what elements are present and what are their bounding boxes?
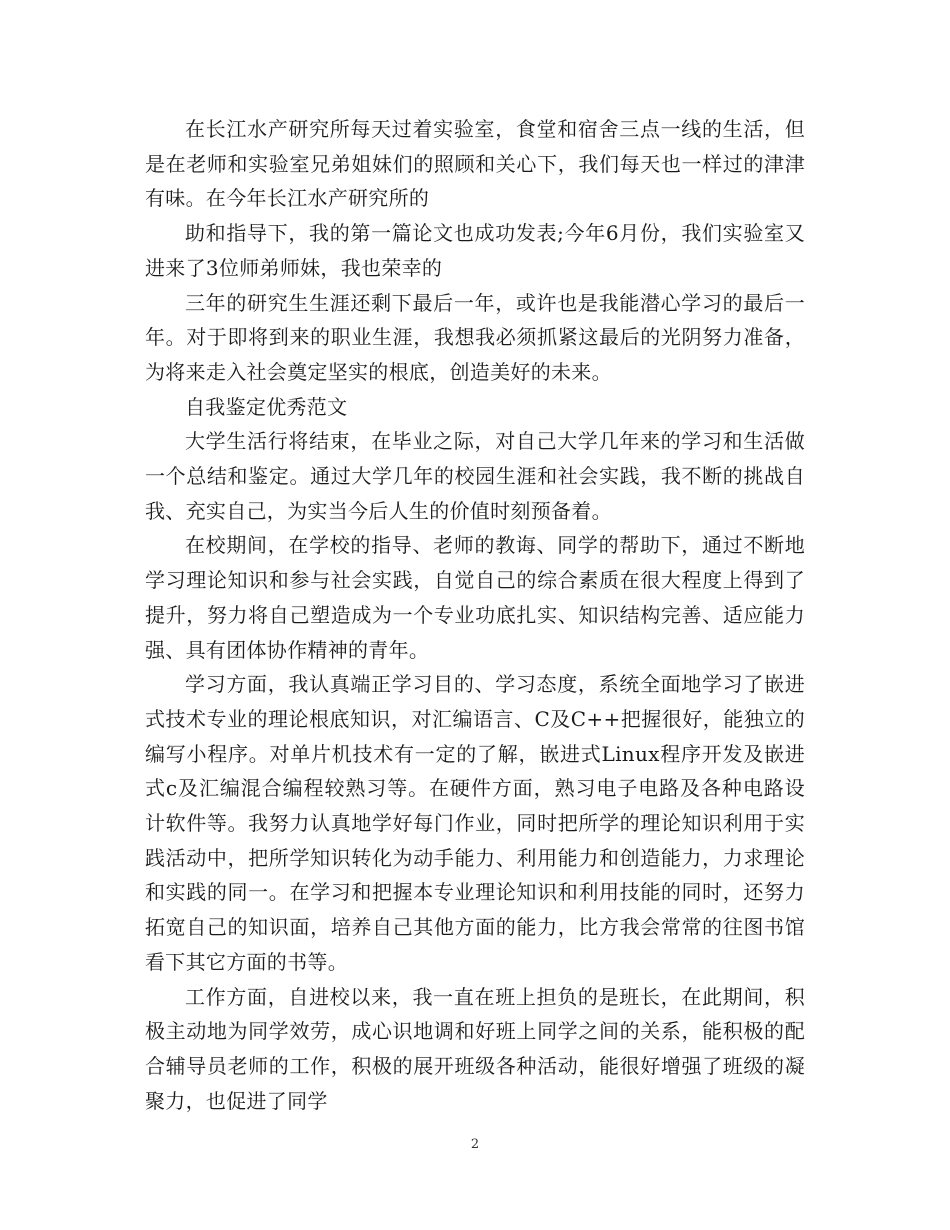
paragraph: 助和指导下，我的第一篇论文也成功发表;今年6月份，我们实验室又进来了3位师弟师妹，我也荣幸的	[145, 221, 805, 280]
paragraph: 三年的研究生生涯还剩下最后一年，或许也是我能潜心学习的最后一年。对于即将到来的职业生涯，我想我必须抓紧这最后的光阴努力准备，为将来走入社会奠定坚实的根底，创造美好的未来。	[145, 290, 805, 384]
page-number: 2	[470, 1137, 480, 1152]
paragraph: 在校期间，在学校的指导、老师的教诲、同学的帮助下，通过不断地学习理论知识和参与社会实践，自觉自己的综合素质在很大程度上得到了提升，努力将自己塑造成为一个专业功底扎实、知识结构完善、适应能力强、具有团体协作精神的青年。	[145, 533, 805, 662]
section-heading: 自我鉴定优秀范文	[185, 394, 348, 419]
paragraph: 在长江水产研究所每天过着实验室，食堂和宿舍三点一线的生活，但是在老师和实验室兄弟姐妹们的照顾和关心下，我们每天也一样过的津津有味。在今年长江水产研究所的	[145, 117, 805, 211]
document-body	[145, 112, 805, 1118]
paragraph: 大学生活行将结束，在毕业之际，对自己大学几年来的学习和生活做一个总结和鉴定。通过大学几年的校园生涯和社会实践，我不断的挑战自我、充实自己，为实当今后人生的价值时刻预备着。	[145, 429, 805, 523]
paragraph: 学习方面，我认真端正学习目的、学习态度，系统全面地学习了嵌进式技术专业的理论根底知识，对汇编语言、C及C++把握很好，能独立的编写小程序。对单片机技术有一定的了解，嵌进式Linux程序开发及嵌进式c及汇编混合编程较熟习等。在硬件方面，熟习电子电路及各种电路设计软件等。我努力认真地学好每门作业，同时把所学的理论知识利用于实践活动中，把所学知识转化为动手能力、利用能力和创造能力，力求理论和实践的同一。在学习和把握本专业理论知识和利用技能的同时，还努力拓宽自己的知识面，培养自己其他方面的能力，比方我会常常的往图书馆看下其它方面的书等。	[145, 672, 805, 974]
paragraph: 工作方面，自进校以来，我一直在班上担负的是班长，在此期间，积极主动地为同学效劳，成心识地调和好班上同学之间的关系，能积极的配合辅导员老师的工作，积极的展开班级各种活动，能很好增强了班级的凝聚力，也促进了同学	[145, 984, 805, 1113]
